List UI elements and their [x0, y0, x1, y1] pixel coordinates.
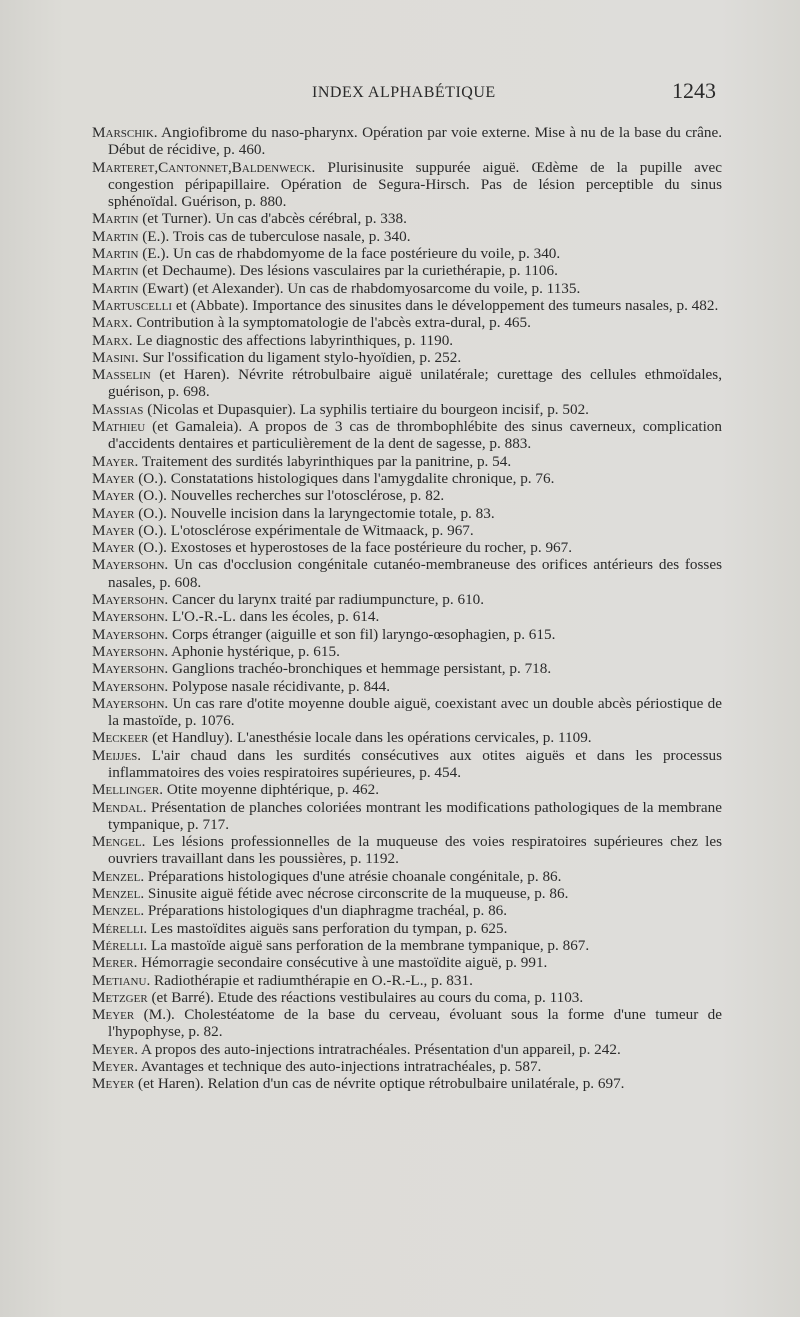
entry-author: Mayer	[92, 469, 135, 487]
index-entry	[92, 660, 722, 677]
index-entry	[92, 695, 722, 730]
entry-author: Martin	[92, 245, 139, 263]
entry-author: Martin	[92, 262, 139, 280]
entry-author: Mayer	[92, 539, 135, 557]
index-entry	[92, 972, 722, 989]
entry-author: Marx	[92, 314, 129, 332]
entry-text: (O.). L'otosclérose expérimentale de Witmaack, p. 967.	[134, 521, 474, 539]
entry-text: . Présentation de planches coloriées montrant les modifications pathologiques de la membrane tympanique, p. 717.	[108, 798, 722, 833]
entry-text: (Ewart) (et Alexander). Un cas de rhabdomyosarcome du voile, p. 1135.	[138, 279, 581, 297]
entry-author: Menzel	[92, 885, 141, 903]
entry-author: Mayersohn	[92, 677, 165, 695]
entry-text: . Contribution à la symptomatologie de l'abcès extra-dural, p. 465.	[128, 314, 531, 332]
entry-text: (et Haren). Névrite rétrobulbaire aiguë unilatérale; curettage des cellules ethmoïdales, guérison, p. 698.	[108, 366, 722, 401]
entry-author: Marschik	[92, 124, 154, 141]
index-entry	[92, 262, 722, 279]
entry-author: Mayer	[92, 452, 135, 470]
entry-author: Mayer	[92, 504, 135, 522]
entry-text: . Aphonie hystérique, p. 615.	[164, 642, 340, 660]
index-entry	[92, 366, 722, 401]
entry-text: . Plurisinusite suppurée aiguë. Œdème de la pupille avec congestion péripapillaire. Opération de Segura-Hirsch. Pas de lésion perceptible du sinus sphénoïdal. Guérison, p. 880.	[108, 158, 722, 211]
index-entry	[92, 833, 722, 868]
entry-text: . L'O.-R.-L. dans les écoles, p. 614.	[164, 608, 380, 626]
entry-author: Mengel	[92, 833, 142, 851]
entry-text: (et Turner). Un cas d'abcès cérébral, p. 338.	[138, 210, 407, 228]
entry-author: Mayersohn	[92, 591, 165, 609]
entry-author: Metzger	[92, 988, 148, 1006]
entry-text: . Cancer du larynx traité par radiumpuncture, p. 610.	[164, 591, 485, 609]
index-entry	[92, 1041, 722, 1058]
index-entry	[92, 608, 722, 625]
entry-text: (et Barré). Etude des réactions vestibulaires au cours du coma, p. 1103.	[147, 988, 584, 1006]
index-entry	[92, 643, 722, 660]
entry-author: Mayersohn	[92, 556, 165, 574]
index-entry	[92, 799, 722, 834]
entry-author: Mérelli	[92, 919, 144, 937]
entry-text: (et Haren). Relation d'un cas de névrite optique rétrobulbaire unilatérale, p. 697.	[134, 1075, 625, 1093]
entry-author: Mayersohn	[92, 642, 165, 660]
index-entry	[92, 522, 722, 539]
entry-text: (et Handluy). L'anesthésie locale dans les opérations cervicales, p. 1109.	[148, 729, 592, 747]
entry-author: Martin	[92, 279, 139, 297]
entry-text: . Ganglions trachéo-bronchiques et hemmage persistant, p. 718.	[164, 660, 552, 678]
entry-text: . Traitement des surdités labyrinthiques par la panitrine, p. 54.	[134, 452, 512, 470]
entry-text: (O.). Exostoses et hyperostoses de la face postérieure du rocher, p. 967.	[134, 539, 573, 557]
entry-text: . Un cas rare d'otite moyenne double aiguë, coexistant avec un double abcès périostique de la mastoïde, p. 1076.	[108, 694, 722, 730]
entry-text: (E.). Un cas de rhabdomyome de la face postérieure du voile, p. 340.	[138, 245, 561, 263]
entry-text: . Préparations histologiques d'une atrésie choanale congénitale, p. 86.	[140, 867, 562, 885]
index-entry	[92, 401, 722, 418]
index-entry	[92, 747, 722, 782]
entry-text: . Préparations histologiques d'un diaphragme trachéal, p. 86.	[140, 902, 508, 920]
entry-text: (O.). Nouvelles recherches sur l'otosclérose, p. 82.	[134, 487, 445, 505]
index-entry	[92, 332, 722, 349]
entry-text: . Polypose nasale récidivante, p. 844.	[164, 677, 391, 695]
entry-text: (O.). Constatations histologiques dans l'amygdalite chronique, p. 76.	[134, 469, 555, 487]
index-entry	[92, 1075, 722, 1092]
entry-author: Martuscelli	[92, 296, 173, 314]
index-entry	[92, 228, 722, 245]
page-header	[0, 78, 800, 108]
entry-author: Marx	[92, 331, 129, 349]
entry-author: Martin	[92, 210, 139, 228]
index-entry	[92, 418, 722, 453]
entry-text: . L'air chaud dans les surdités consécutives aux otites aiguës et dans les processus inflammatoires des voies respiratoires supérieures, p. 454.	[108, 746, 722, 781]
index-entry	[92, 729, 722, 746]
index-entry	[92, 453, 722, 470]
entry-author: Masselin	[92, 366, 151, 384]
index-entry	[92, 280, 722, 297]
index-entry	[92, 902, 722, 919]
index-entry	[92, 626, 722, 643]
entry-author: Marteret,Cantonnet,Baldenweck	[92, 158, 312, 176]
running-title: INDEX ALPHABÉTIQUE	[312, 84, 496, 101]
index-entries	[92, 124, 722, 1093]
entry-author: Mayersohn	[92, 694, 165, 712]
entry-text: . Le diagnostic des affections labyrinthiques, p. 1190.	[128, 331, 454, 349]
index-entry	[92, 920, 722, 937]
entry-text: . Un cas d'occlusion congénitale cutanéo-membraneuse des orifices antérieurs des fosses nasales, p. 608.	[108, 556, 722, 591]
entry-text: . Les lésions professionnelles de la muqueuse des voies respiratoires supérieures chez les ouvriers travaillant dans les poussières, p. 1192.	[108, 833, 722, 868]
entry-text: . La mastoïde aiguë sans perforation de la membrane tympanique, p. 867.	[143, 936, 590, 954]
index-entry	[92, 297, 722, 314]
entry-text: . Corps étranger (aiguille et son fil) laryngo-œsophagien, p. 615.	[164, 625, 556, 643]
entry-author: Masini	[92, 348, 135, 366]
index-entry	[92, 937, 722, 954]
entry-author: Mellinger	[92, 781, 160, 799]
entry-text: . Les mastoïdites aiguës sans perforation du tympan, p. 625.	[143, 919, 508, 937]
entry-text: . Otite moyenne diphtérique, p. 462.	[159, 781, 380, 799]
entry-author: Meyer	[92, 1040, 135, 1058]
index-entry	[92, 868, 722, 885]
index-entry	[92, 781, 722, 798]
index-entry	[92, 349, 722, 366]
entry-author: Merer	[92, 954, 134, 972]
entry-author: Mayer	[92, 521, 135, 539]
entry-text: . Angiofibrome du naso-pharynx. Opération par voie externe. Mise à nu de la base du crâne. Début de récidive, p. 460.	[108, 124, 722, 159]
entry-author: Metianu	[92, 971, 147, 989]
page-number: 1243	[672, 78, 716, 103]
entry-text: (et Dechaume). Des lésions vasculaires par la curiethérapie, p. 1106.	[138, 262, 558, 280]
index-entry	[92, 487, 722, 504]
entry-author: Mathieu	[92, 418, 146, 436]
entry-text: (O.). Nouvelle incision dans la laryngectomie totale, p. 83.	[134, 504, 495, 522]
index-entry	[92, 470, 722, 487]
entry-text: (Nicolas et Dupasquier). La syphilis tertiaire du bourgeon incisif, p. 502.	[143, 400, 589, 418]
entry-text: . Hémorragie secondaire consécutive à une mastoïdite aiguë, p. 991.	[133, 954, 548, 972]
entry-author: Mayer	[92, 487, 135, 505]
index-entry	[92, 159, 722, 211]
entry-text: (M.). Cholestéatome de la base du cerveau, évoluant sous la forme d'une tumeur de l'hypophyse, p. 82.	[108, 1006, 722, 1041]
entry-author: Mendal	[92, 798, 143, 816]
entry-author: Meckeer	[92, 729, 149, 747]
index-entry	[92, 124, 722, 159]
entry-text: . Sur l'ossification du ligament stylo-hyoïdien, p. 252.	[134, 348, 462, 366]
index-entry	[92, 989, 722, 1006]
index-entry	[92, 954, 722, 971]
entry-text: . A propos des auto-injections intratrachéales. Présentation d'un appareil, p. 242.	[134, 1040, 621, 1058]
entry-text: . Radiothérapie et radiumthérapie en O.-R.-L., p. 831.	[146, 971, 473, 989]
index-entry	[92, 1006, 722, 1041]
entry-author: Menzel	[92, 902, 141, 920]
index-entry	[92, 210, 722, 227]
entry-author: Martin	[92, 227, 139, 245]
entry-text: . Sinusite aiguë fétide avec nécrose circonscrite de la muqueuse, p. 86.	[140, 885, 569, 903]
index-entry	[92, 678, 722, 695]
index-entry	[92, 885, 722, 902]
entry-text: (E.). Trois cas de tuberculose nasale, p. 340.	[138, 227, 411, 245]
entry-author: Menzel	[92, 867, 141, 885]
entry-text: . Avantages et technique des auto-injections intratrachéales, p. 587.	[134, 1058, 542, 1076]
index-entry	[92, 539, 722, 556]
entry-author: Meijjes	[92, 746, 138, 764]
entry-author: Mayersohn	[92, 608, 165, 626]
entry-text: (et Gamaleia). A propos de 3 cas de thrombophlébite des sinus caverneux, complication d'accidents dentaires et particulièrement de la dent de sagesse, p. 883.	[108, 418, 722, 453]
entry-author: Meyer	[92, 1058, 135, 1076]
entry-author: Mayersohn	[92, 625, 165, 643]
entry-author: Meyer	[92, 1006, 135, 1024]
entry-author: Massias	[92, 400, 144, 418]
index-entry	[92, 314, 722, 331]
entry-author: Meyer	[92, 1075, 135, 1093]
entry-author: Mérelli	[92, 936, 144, 954]
index-entry	[92, 1058, 722, 1075]
entry-author: Mayersohn	[92, 660, 165, 678]
index-entry	[92, 505, 722, 522]
index-entry	[92, 556, 722, 591]
index-entry	[92, 591, 722, 608]
entry-text: et (Abbate). Importance des sinusites dans le développement des tumeurs nasales, p. 482.	[172, 296, 719, 314]
index-entry	[92, 245, 722, 262]
